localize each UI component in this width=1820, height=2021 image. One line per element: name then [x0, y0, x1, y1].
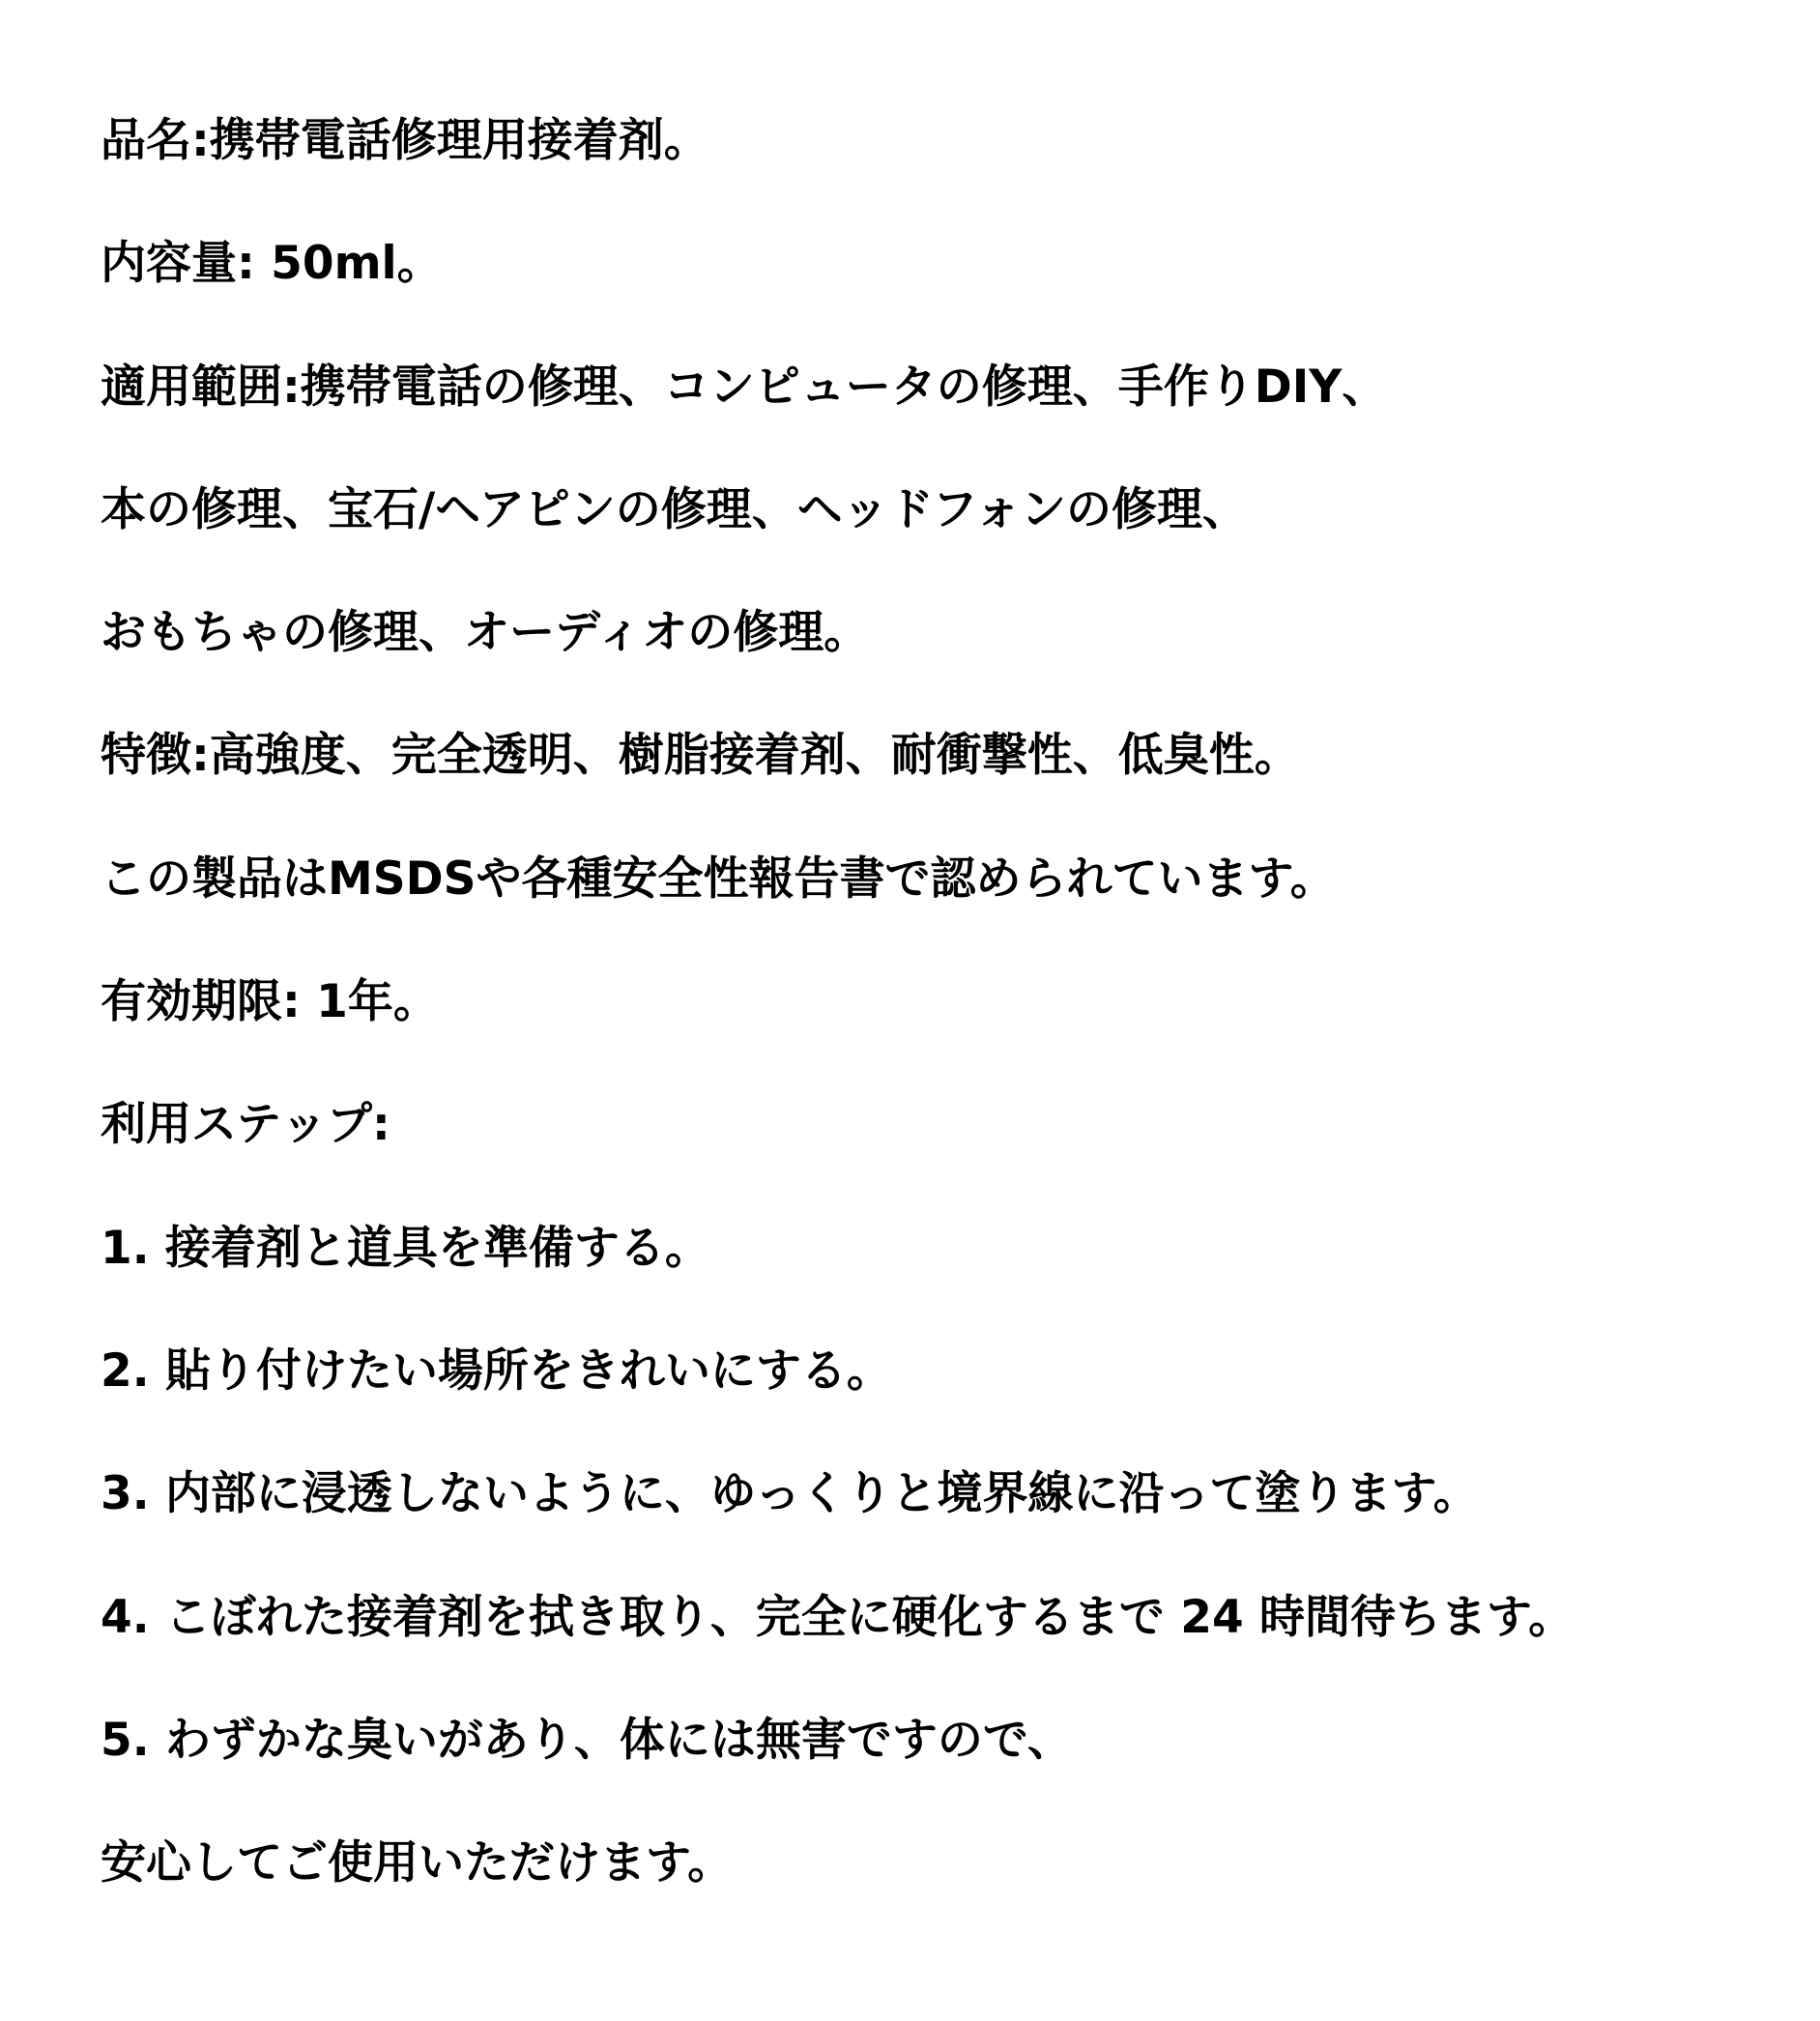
content-volume-line: 内容量: 50ml。 [101, 237, 443, 291]
application-scope-line-3: おもちゃの修理、オーディオの修理。 [101, 606, 870, 660]
features-line: 特徴:高強度、完全透明、樹脂接着剤、耐衝撃性、低臭性。 [101, 729, 1300, 783]
product-description-document [101, 114, 1782, 1959]
usage-steps-heading: 利用ステップ: [101, 1098, 390, 1152]
usage-step-5: 5. わずかな臭いがあり、体には無害ですので、 [101, 1713, 1073, 1767]
expiration-line: 有効期限: 1年。 [101, 975, 439, 1029]
application-scope-line-1: 適用範囲:携帯電話の修理、コンピュータの修理、手作りDIY、 [101, 360, 1388, 414]
usage-step-2: 2. 貼り付けたい場所をきれいにする。 [101, 1343, 892, 1398]
usage-step-5-continued: 安心してご使用いただけます。 [101, 1836, 734, 1891]
usage-step-1: 1. 接着剤と道具を準備する。 [101, 1221, 710, 1275]
application-scope-line-2: 本の修理、宝石/ヘアピンの修理、ヘッドフォンの修理、 [101, 482, 1248, 536]
usage-step-4: 4. こぼれた接着剤を拭き取り、完全に硬化するまで 24 時間待ちます。 [101, 1590, 1574, 1644]
safety-certification-line: この製品はMSDSや各種安全性報告書で認められています。 [101, 852, 1336, 906]
product-name-line: 品名:携帯電話修理用接着剤。 [101, 114, 709, 167]
usage-step-3: 3. 内部に浸透しないように、ゆっくりと境界線に沿って塗ります。 [101, 1467, 1479, 1521]
